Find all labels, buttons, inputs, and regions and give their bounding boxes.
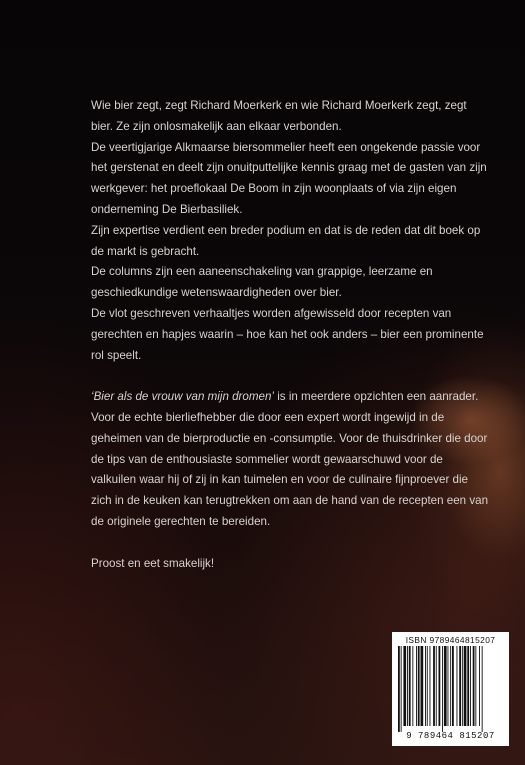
isbn-label: ISBN 9789464815207 [405,635,496,645]
barcode-bar [482,646,483,732]
barcode-bar [407,646,408,726]
barcode-bar [444,646,447,726]
isbn-barcode [392,632,509,746]
barcode-bar [439,646,441,726]
barcode-bar [467,646,469,726]
barcode-bar [436,646,437,726]
blurb-paragraph-recommendation [91,387,491,533]
barcode-bar [475,646,476,726]
barcode-bar [479,646,480,726]
barcode-bar [448,646,449,726]
barcode-bar [450,646,451,726]
blurb-paragraph-columns: De columns zijn een aaneenschakeling van grappige, leerzame en geschiedkundige wetenswaardigheden over bier. [91,265,433,300]
barcode-bar [403,646,406,726]
blurb-paragraph-intro: Wie bier zegt, zegt Richard Moerkerk en wie Richard Moerkerk zegt, zegt bier. Ze zijn onlosmakelijk aan elkaar verbonden. [91,99,467,133]
barcode-bar [398,646,400,732]
barcode-bar [459,646,461,726]
blurb-text [91,96,491,574]
barcode-bar [409,646,411,726]
barcode-bar [401,646,402,732]
barcode-bar [462,646,463,726]
barcode-bar [464,646,467,726]
blurb-paragraph-sommelier: De veertigjarige Alkmaarse biersommelier heeft een ongekende passie voor het gerstenat en deelt zijn onuitputtelijke kennis graag met de gasten van zijn werkgever: het proeflokaal De Boom in zijn woonplaats of via zijn eigen onderneming De Bierbasiliek. [91,140,487,216]
barcode-bar [430,646,431,726]
recommendation-text: is in meerdere opzichten een aanrader. Voor de echte bierliefhebber die door een expert wordt ingewijd in de geheimen van de bierproductie en -consumptie. Voor de thuisdrinker die door de tips van de enthousiaste sommelier wordt gewaarschuwd voor de valkuilen waar hij of zij in kan tuimelen en voor de culinaire fijnproever die zich in de keuken kan terugtrekken om aan de hand van de recepten een van de originele gerechten te bereiden. [91,390,489,528]
barcode-bar [470,646,471,726]
book-title: ‘Bier als de vrouw van mijn dromen’ [91,390,274,404]
barcode-bar [457,646,458,726]
barcode-bar [427,646,428,726]
barcode-digits: 9 789464 815207 [406,731,495,741]
barcode-bar [416,646,417,726]
barcode-bar [418,646,420,726]
barcode-bar [452,646,454,726]
barcode-bar [442,646,443,732]
blurb-paragraph-expertise: Zijn expertise verdient een breder podium en dat is de reden dat dit boek op de markt is gebracht. [91,223,481,258]
barcode-bar [433,646,435,726]
barcode-bar [425,646,426,726]
blurb-closing: Proost en eet smakelijk! [91,556,215,570]
blurb-paragraph-recipes: De vlot geschreven verhaaltjes worden afgewisseld door recepten van gerechten en hapjes waarin – hoe kan het ook anders – bier een prominente rol speelt. [91,306,484,362]
barcode-bar [421,646,424,726]
barcode-bars [396,646,505,732]
barcode-bar [412,646,413,726]
barcode-bar [473,646,475,726]
